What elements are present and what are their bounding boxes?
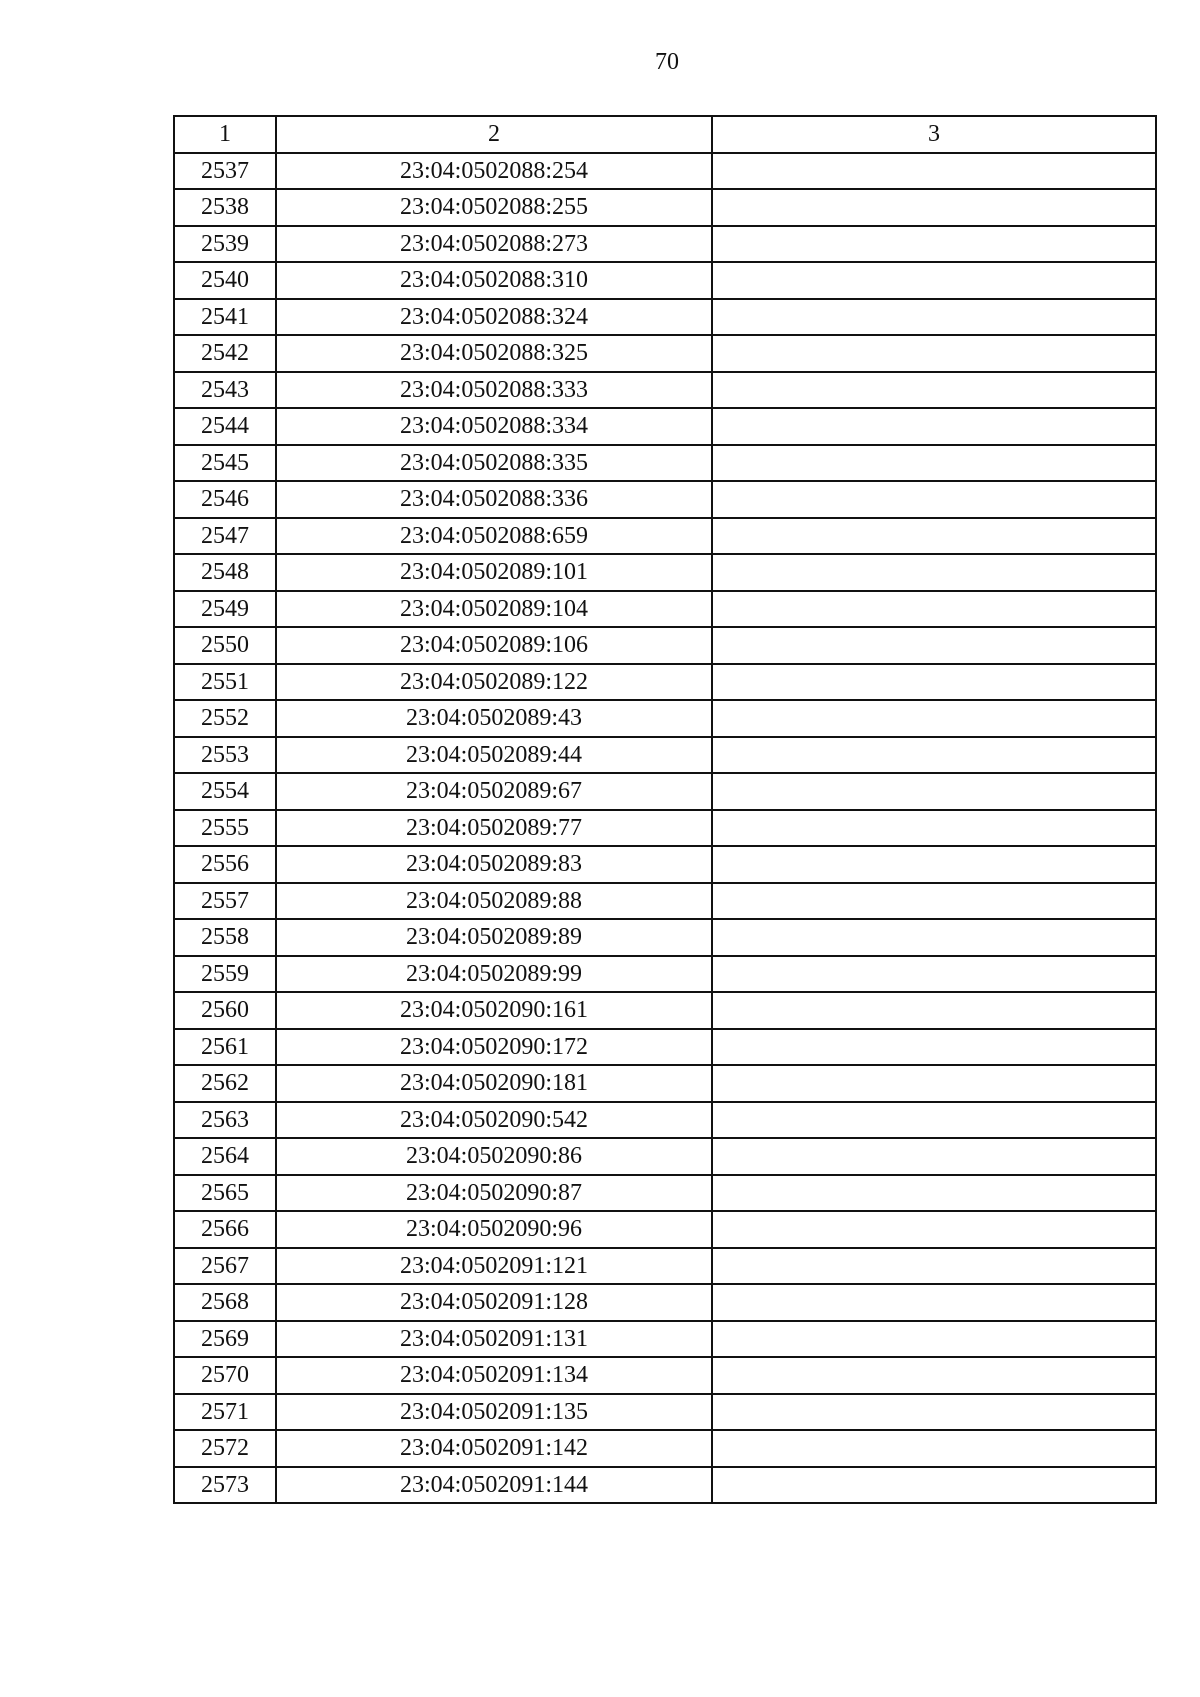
cadastral-number-cell: 23:04:0502088:335 bbox=[276, 445, 712, 482]
note-cell bbox=[712, 1211, 1156, 1248]
note-cell bbox=[712, 1284, 1156, 1321]
table-row bbox=[174, 992, 1156, 1029]
cadastral-number-cell: 23:04:0502091:142 bbox=[276, 1430, 712, 1467]
row-number-cell: 2541 bbox=[174, 299, 276, 336]
table-row bbox=[174, 591, 1156, 628]
cadastral-number-cell: 23:04:0502088:324 bbox=[276, 299, 712, 336]
cadastral-number-cell: 23:04:0502089:44 bbox=[276, 737, 712, 774]
row-number-cell: 2546 bbox=[174, 481, 276, 518]
note-cell bbox=[712, 919, 1156, 956]
row-number-cell: 2538 bbox=[174, 189, 276, 226]
header-cell-3: 3 bbox=[712, 116, 1156, 153]
cadastral-number-cell: 23:04:0502088:333 bbox=[276, 372, 712, 409]
cadastral-number-cell: 23:04:0502089:77 bbox=[276, 810, 712, 847]
table-row bbox=[174, 1321, 1156, 1358]
note-cell bbox=[712, 773, 1156, 810]
cadastral-number-cell: 23:04:0502091:134 bbox=[276, 1357, 712, 1394]
cadastral-number-cell: 23:04:0502088:273 bbox=[276, 226, 712, 263]
row-number-cell: 2539 bbox=[174, 226, 276, 263]
row-number-cell: 2537 bbox=[174, 153, 276, 190]
row-number-cell: 2551 bbox=[174, 664, 276, 701]
table-row bbox=[174, 1065, 1156, 1102]
table-row bbox=[174, 1430, 1156, 1467]
cadastral-number-cell: 23:04:0502089:83 bbox=[276, 846, 712, 883]
cadastral-number-cell: 23:04:0502088:254 bbox=[276, 153, 712, 190]
note-cell bbox=[712, 408, 1156, 445]
note-cell bbox=[712, 299, 1156, 336]
cadastral-number-cell: 23:04:0502089:89 bbox=[276, 919, 712, 956]
note-cell bbox=[712, 846, 1156, 883]
table-row bbox=[174, 408, 1156, 445]
table-row bbox=[174, 1029, 1156, 1066]
row-number-cell: 2560 bbox=[174, 992, 276, 1029]
row-number-cell: 2568 bbox=[174, 1284, 276, 1321]
note-cell bbox=[712, 335, 1156, 372]
row-number-cell: 2573 bbox=[174, 1467, 276, 1504]
cadastral-number-cell: 23:04:0502090:542 bbox=[276, 1102, 712, 1139]
table-row bbox=[174, 1248, 1156, 1285]
table-row bbox=[174, 1284, 1156, 1321]
row-number-cell: 2564 bbox=[174, 1138, 276, 1175]
note-cell bbox=[712, 262, 1156, 299]
cadastral-number-cell: 23:04:0502088:336 bbox=[276, 481, 712, 518]
cadastral-number-cell: 23:04:0502089:88 bbox=[276, 883, 712, 920]
note-cell bbox=[712, 591, 1156, 628]
table-row bbox=[174, 1467, 1156, 1504]
table-body bbox=[174, 116, 1156, 1503]
table-row bbox=[174, 846, 1156, 883]
note-cell bbox=[712, 1248, 1156, 1285]
note-cell bbox=[712, 737, 1156, 774]
row-number-cell: 2557 bbox=[174, 883, 276, 920]
row-number-cell: 2547 bbox=[174, 518, 276, 555]
cadastral-number-cell: 23:04:0502091:144 bbox=[276, 1467, 712, 1504]
note-cell bbox=[712, 627, 1156, 664]
cadastral-number-cell: 23:04:0502091:121 bbox=[276, 1248, 712, 1285]
table-row bbox=[174, 773, 1156, 810]
table-row bbox=[174, 1175, 1156, 1212]
table-row bbox=[174, 189, 1156, 226]
table-row bbox=[174, 1394, 1156, 1431]
cadastral-number-cell: 23:04:0502088:325 bbox=[276, 335, 712, 372]
cadastral-number-cell: 23:04:0502091:135 bbox=[276, 1394, 712, 1431]
cadastral-number-cell: 23:04:0502090:161 bbox=[276, 992, 712, 1029]
note-cell bbox=[712, 1175, 1156, 1212]
table-row bbox=[174, 1138, 1156, 1175]
table-row bbox=[174, 445, 1156, 482]
row-number-cell: 2565 bbox=[174, 1175, 276, 1212]
row-number-cell: 2542 bbox=[174, 335, 276, 372]
table-row bbox=[174, 919, 1156, 956]
note-cell bbox=[712, 554, 1156, 591]
row-number-cell: 2552 bbox=[174, 700, 276, 737]
row-number-cell: 2540 bbox=[174, 262, 276, 299]
cadastral-number-cell: 23:04:0502091:131 bbox=[276, 1321, 712, 1358]
row-number-cell: 2567 bbox=[174, 1248, 276, 1285]
row-number-cell: 2548 bbox=[174, 554, 276, 591]
row-number-cell: 2561 bbox=[174, 1029, 276, 1066]
note-cell bbox=[712, 883, 1156, 920]
table-row bbox=[174, 956, 1156, 993]
row-number-cell: 2558 bbox=[174, 919, 276, 956]
table-row bbox=[174, 1357, 1156, 1394]
cadastral-table bbox=[173, 115, 1157, 1504]
note-cell bbox=[712, 153, 1156, 190]
note-cell bbox=[712, 481, 1156, 518]
note-cell bbox=[712, 664, 1156, 701]
cadastral-number-cell: 23:04:0502088:310 bbox=[276, 262, 712, 299]
row-number-cell: 2555 bbox=[174, 810, 276, 847]
row-number-cell: 2544 bbox=[174, 408, 276, 445]
note-cell bbox=[712, 518, 1156, 555]
cadastral-number-cell: 23:04:0502089:106 bbox=[276, 627, 712, 664]
page-number-text: 70 bbox=[655, 49, 679, 75]
row-number-cell: 2553 bbox=[174, 737, 276, 774]
note-cell bbox=[712, 226, 1156, 263]
note-cell bbox=[712, 1321, 1156, 1358]
table-row bbox=[174, 554, 1156, 591]
table-row bbox=[174, 226, 1156, 263]
note-cell bbox=[712, 445, 1156, 482]
cadastral-number-cell: 23:04:0502088:255 bbox=[276, 189, 712, 226]
note-cell bbox=[712, 1138, 1156, 1175]
note-cell bbox=[712, 1467, 1156, 1504]
table-row bbox=[174, 737, 1156, 774]
table-row bbox=[174, 627, 1156, 664]
row-number-cell: 2549 bbox=[174, 591, 276, 628]
note-cell bbox=[712, 1430, 1156, 1467]
row-number-cell: 2556 bbox=[174, 846, 276, 883]
table-row bbox=[174, 335, 1156, 372]
cadastral-number-cell: 23:04:0502088:334 bbox=[276, 408, 712, 445]
table-row bbox=[174, 518, 1156, 555]
note-cell bbox=[712, 1102, 1156, 1139]
note-cell bbox=[712, 992, 1156, 1029]
cadastral-number-cell: 23:04:0502089:104 bbox=[276, 591, 712, 628]
note-cell bbox=[712, 1029, 1156, 1066]
note-cell bbox=[712, 700, 1156, 737]
table-row bbox=[174, 1211, 1156, 1248]
cadastral-number-cell: 23:04:0502088:659 bbox=[276, 518, 712, 555]
cadastral-number-cell: 23:04:0502089:122 bbox=[276, 664, 712, 701]
cadastral-number-cell: 23:04:0502089:43 bbox=[276, 700, 712, 737]
table-row bbox=[174, 153, 1156, 190]
header-cell-2: 2 bbox=[276, 116, 712, 153]
cadastral-number-cell: 23:04:0502090:96 bbox=[276, 1211, 712, 1248]
note-cell bbox=[712, 1065, 1156, 1102]
cadastral-number-cell: 23:04:0502090:181 bbox=[276, 1065, 712, 1102]
cadastral-number-cell: 23:04:0502089:99 bbox=[276, 956, 712, 993]
row-number-cell: 2554 bbox=[174, 773, 276, 810]
table-row bbox=[174, 481, 1156, 518]
row-number-cell: 2562 bbox=[174, 1065, 276, 1102]
note-cell bbox=[712, 372, 1156, 409]
row-number-cell: 2559 bbox=[174, 956, 276, 993]
header-cell-1: 1 bbox=[174, 116, 276, 153]
cadastral-number-cell: 23:04:0502090:86 bbox=[276, 1138, 712, 1175]
table-row bbox=[174, 883, 1156, 920]
table-row bbox=[174, 664, 1156, 701]
row-number-cell: 2569 bbox=[174, 1321, 276, 1358]
row-number-cell: 2571 bbox=[174, 1394, 276, 1431]
note-cell bbox=[712, 1394, 1156, 1431]
page-number bbox=[0, 48, 1200, 76]
table-row bbox=[174, 810, 1156, 847]
note-cell bbox=[712, 189, 1156, 226]
cadastral-number-cell: 23:04:0502089:101 bbox=[276, 554, 712, 591]
row-number-cell: 2572 bbox=[174, 1430, 276, 1467]
note-cell bbox=[712, 810, 1156, 847]
row-number-cell: 2566 bbox=[174, 1211, 276, 1248]
note-cell bbox=[712, 1357, 1156, 1394]
cadastral-number-cell: 23:04:0502091:128 bbox=[276, 1284, 712, 1321]
row-number-cell: 2543 bbox=[174, 372, 276, 409]
table-row bbox=[174, 372, 1156, 409]
table-row bbox=[174, 700, 1156, 737]
table-row bbox=[174, 1102, 1156, 1139]
row-number-cell: 2563 bbox=[174, 1102, 276, 1139]
cadastral-number-cell: 23:04:0502090:172 bbox=[276, 1029, 712, 1066]
table-row bbox=[174, 299, 1156, 336]
row-number-cell: 2545 bbox=[174, 445, 276, 482]
note-cell bbox=[712, 956, 1156, 993]
row-number-cell: 2550 bbox=[174, 627, 276, 664]
table-header-row bbox=[174, 116, 1156, 153]
cadastral-number-cell: 23:04:0502090:87 bbox=[276, 1175, 712, 1212]
row-number-cell: 2570 bbox=[174, 1357, 276, 1394]
table-row bbox=[174, 262, 1156, 299]
cadastral-number-cell: 23:04:0502089:67 bbox=[276, 773, 712, 810]
